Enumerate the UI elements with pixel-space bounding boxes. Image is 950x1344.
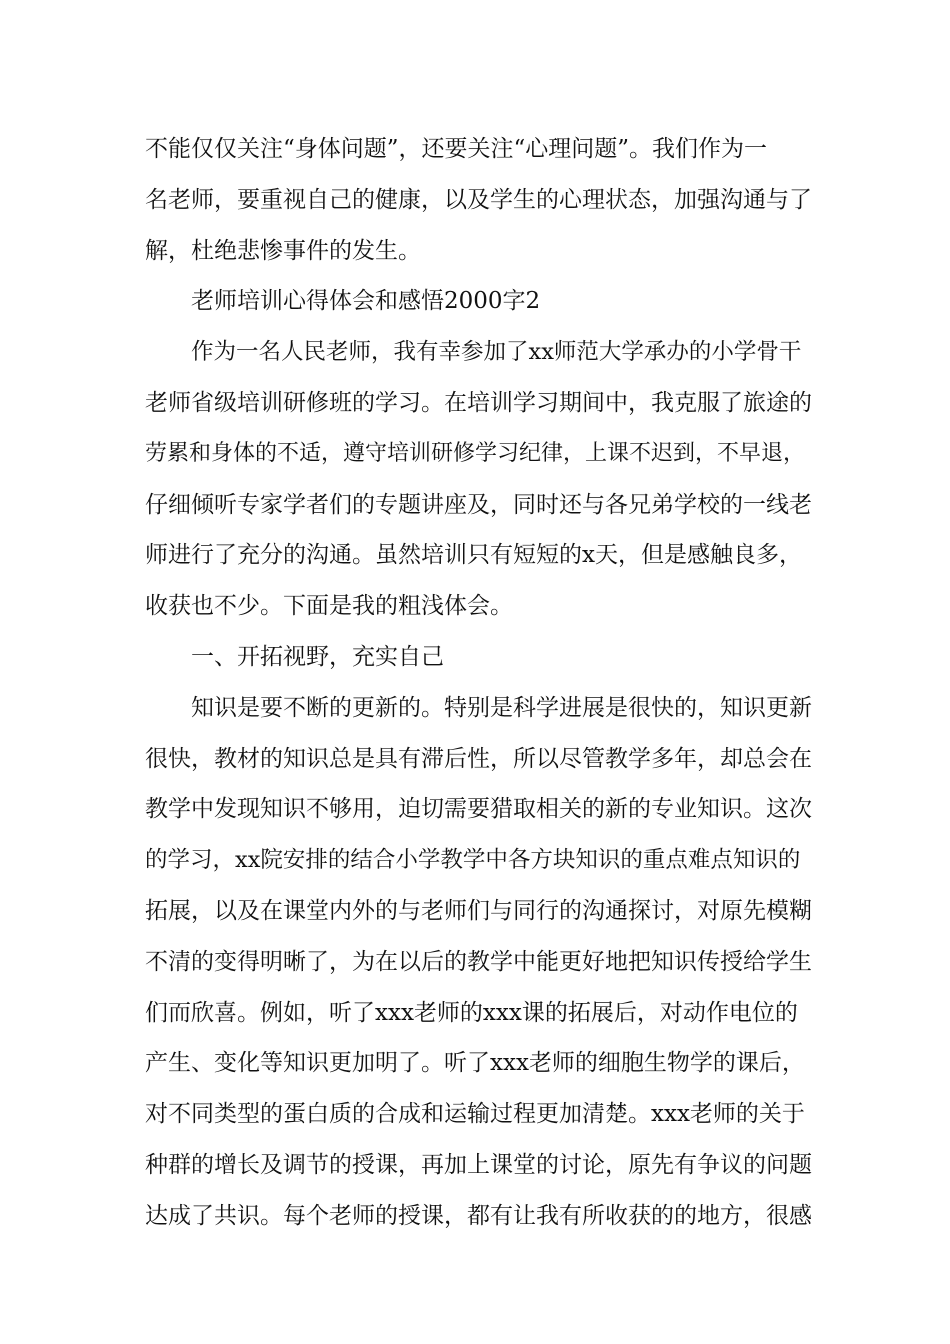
text-line: 不清的变得明晰了，为在以后的教学中能更好地把知识传授给学生 [145, 948, 812, 975]
text-line: 仔细倾听专家学者们的专题讲座及，同时还与各兄弟学校的一线老 [145, 491, 812, 518]
text-line: 知识是要不断的更新的。特别是科学进展是很快的，知识更新 [191, 694, 812, 721]
text-line: 的学习，xx院安排的结合小学教学中各方块知识的重点难点知识的 [145, 847, 801, 874]
text-line: 种群的增长及调节的授课，再加上课堂的讨论，原先有争议的问题 [145, 1151, 812, 1178]
body-text [145, 124, 813, 1242]
text-line: 教学中发现知识不够用，迫切需要猎取相关的新的专业知识。这次 [145, 796, 812, 823]
text-line: 解，杜绝悲惨事件的发生。 [145, 237, 421, 264]
text-line: 产生、变化等知识更加明了。听了xxx老师的细胞生物学的课后， [145, 1050, 805, 1077]
text-line: 拓展，以及在课堂内外的与老师们与同行的沟通探讨，对原先模糊 [145, 897, 812, 924]
text-line: 们而欣喜。例如，听了xxx老师的xxx课的拓展后，对动作电位的 [145, 999, 798, 1026]
text-line: 收获也不少。下面是我的粗浅体会。 [145, 593, 513, 620]
text-line: 师进行了充分的沟通。虽然培训只有短短的x天，但是感触良多， [145, 542, 802, 569]
text-line: 不能仅仅关注“身体问题”，还要关注“心理问题”。我们作为一 [145, 136, 768, 162]
text-line: 对不同类型的蛋白质的合成和运输过程更加清楚。xxx老师的关于 [145, 1101, 805, 1128]
text-line: 老师省级培训研修班的学习。在培训学习期间中，我克服了旅途的 [145, 389, 812, 416]
text-line: 一、开拓视野，充实自己 [191, 643, 444, 670]
text-line: 老师培训心得体会和感悟2000字2 [191, 288, 541, 315]
text-line: 作为一名人民老师，我有幸参加了xx师范大学承办的小学骨干 [191, 339, 802, 366]
text-line: 达成了共识。每个老师的授课，都有让我有所收获的的地方，很感 [145, 1202, 812, 1229]
text-line: 很快，教材的知识总是具有滞后性，所以尽管教学多年，却总会在 [145, 745, 812, 772]
text-line: 名老师，要重视自己的健康，以及学生的心理状态，加强沟通与了 [145, 186, 812, 213]
text-line: 劳累和身体的不适，遵守培训研修学习纪律，上课不迟到，不早退， [145, 440, 806, 466]
